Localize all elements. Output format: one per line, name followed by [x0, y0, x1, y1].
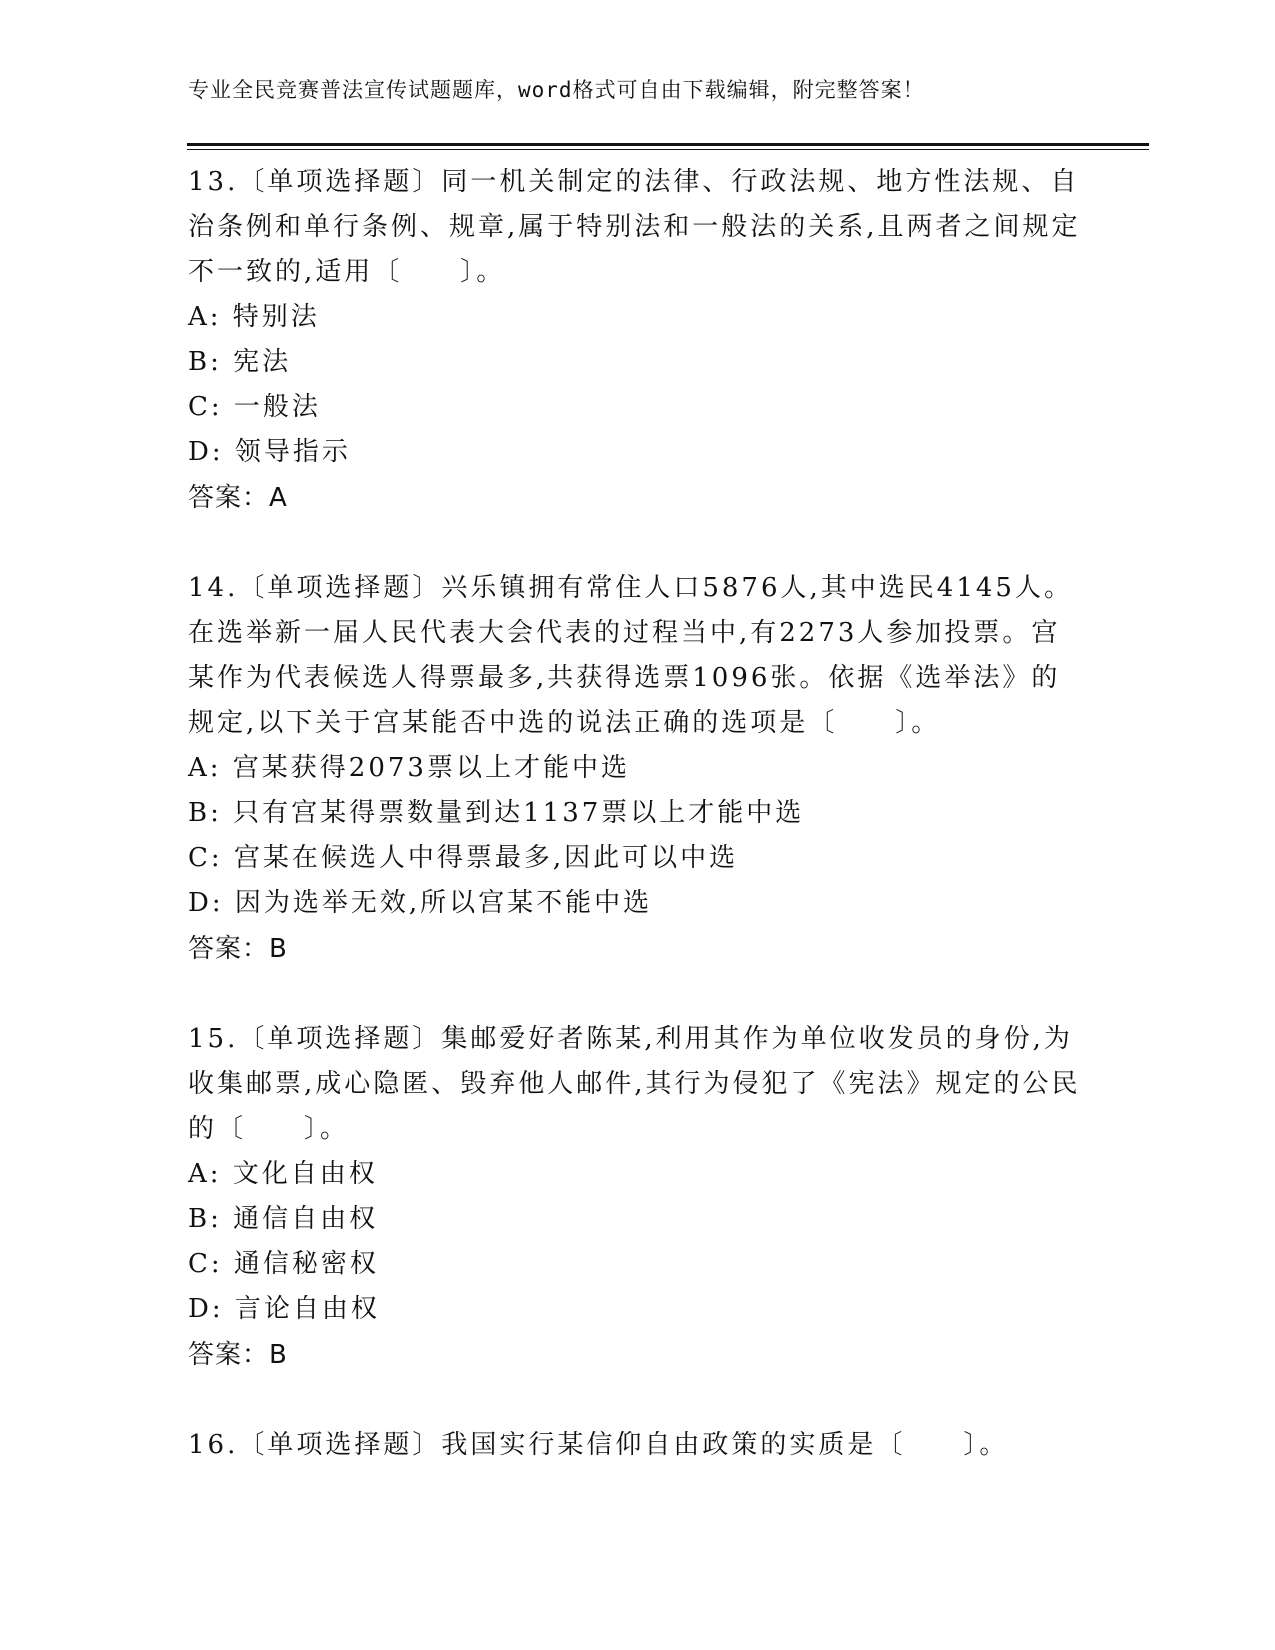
page-header: 专业全民竞赛普法宣传试题题库，word格式可自由下载编辑，附完整答案！ — [188, 78, 925, 102]
question-stem: 13.〔单项选择题〕同一机关制定的法律、行政法规、地方性法规、自治条例和单行条例、规章,属于特别法和一般法的关系,且两者之间规定不一致的,适用〔 〕。 — [188, 167, 1081, 287]
answer-line: 答案：A — [188, 483, 288, 513]
question-spacer — [188, 521, 1088, 566]
option-c: C: 一般法 — [188, 392, 321, 422]
question-13 — [188, 160, 1088, 521]
answer-line: 答案：B — [188, 1340, 288, 1370]
answer-line: 答案：B — [188, 934, 288, 964]
question-15 — [188, 1017, 1088, 1378]
option-b: B: 通信自由权 — [188, 1204, 379, 1234]
option-d: D: 领导指示 — [188, 437, 351, 467]
question-spacer — [188, 1378, 1088, 1423]
question-stem: 16.〔单项选择题〕我国实行某信仰自由政策的实质是〔 〕。 — [188, 1430, 1009, 1460]
option-a: A: 宫某获得2073票以上才能中选 — [188, 753, 630, 783]
option-b: B: 宪法 — [188, 347, 292, 377]
question-stem: 15.〔单项选择题〕集邮爱好者陈某,利用其作为单位收发员的身份,为收集邮票,成心隐匿、毁弃他人邮件,其行为侵犯了《宪法》规定的公民的〔 〕。 — [188, 1024, 1081, 1144]
question-stem: 14.〔单项选择题〕兴乐镇拥有常住人口5876人,其中选民4145人。在选举新一届人民代表大会代表的过程当中,有2273人参加投票。宫某作为代表候选人得票最多,共获得选票1096张。依据《选举法》的规定,以下关于宫某能否中选的说法正确的选项是〔 〕。 — [188, 573, 1073, 738]
question-list — [188, 160, 1088, 1468]
question-14 — [188, 566, 1088, 972]
header-divider-thick — [187, 143, 1149, 146]
question-16 — [188, 1423, 1088, 1468]
option-a: A: 特别法 — [188, 302, 320, 332]
option-b: B: 只有宫某得票数量到达1137票以上才能中选 — [188, 798, 805, 828]
option-c: C: 宫某在候选人中得票最多,因此可以中选 — [188, 843, 739, 873]
option-a: A: 文化自由权 — [188, 1159, 378, 1189]
header-divider-thin — [187, 149, 1149, 150]
option-d: D: 因为选举无效,所以宫某不能中选 — [188, 888, 653, 918]
option-c: C: 通信秘密权 — [188, 1249, 379, 1279]
question-spacer — [188, 972, 1088, 1017]
option-d: D: 言论自由权 — [188, 1294, 380, 1324]
